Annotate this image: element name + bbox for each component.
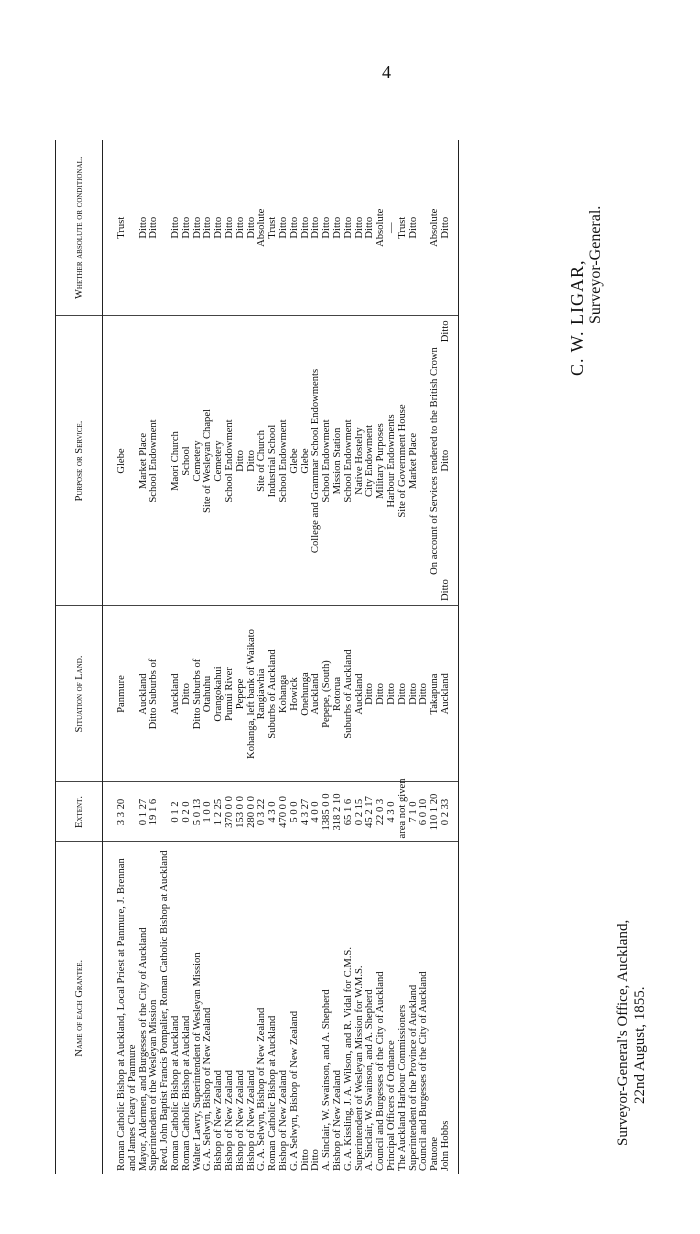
cell-name: Superintendent of the Province of Auckland [407, 984, 419, 1171]
cell-condition: Trust [398, 140, 409, 316]
cell-situation: Ditto [387, 606, 398, 782]
table-row [214, 140, 225, 1174]
cell-extent: 7 1 0 [409, 782, 420, 842]
cell-purpose: School Endowment [322, 316, 333, 606]
cell-purpose: Cemetery [214, 316, 225, 606]
cell-purpose: Glebe [290, 316, 301, 606]
cell-condition: Ditto [193, 140, 204, 316]
cell-extent: 4 3 0 [387, 782, 398, 842]
cell-situation: Pepepe [236, 606, 247, 782]
cell-condition: Ditto [203, 140, 214, 316]
cell-extent: 4 3 0 [268, 782, 279, 842]
cell-name: Bishop of New Zealand [234, 1070, 246, 1171]
cell-purpose: Maori Church [171, 316, 182, 606]
cell-purpose: Military Purposes [376, 316, 387, 606]
cell-purpose [441, 317, 459, 607]
cell-situation: Ditto [409, 606, 420, 782]
cell-name: Roman Catholic Bishop at Auckland [169, 1015, 181, 1171]
cell-situation: Suburbs of Auckland [344, 606, 355, 782]
cell-situation: Auckland [355, 606, 366, 782]
table-row [301, 140, 312, 1174]
table-row [290, 140, 301, 1174]
cell-name: Principal Officers of Ordnance [385, 1040, 397, 1171]
cell-extent: 1 2 25 [214, 782, 225, 842]
cell-extent: 1 0 0 [203, 782, 214, 842]
cell-condition: — [387, 140, 398, 316]
cell-name: Council and Burgesses of the City of Auckland [418, 971, 430, 1171]
cell-purpose: School Endowment [344, 316, 355, 606]
cell-situation: Ditto [182, 606, 193, 782]
cell-name: Bishop of New Zealand [245, 1070, 257, 1171]
cell-purpose: Ditto [247, 316, 258, 606]
cell-purpose: Cemetery [193, 316, 204, 606]
cell-purpose: Site of Government House [398, 316, 409, 606]
cell-condition: Absolute [257, 140, 268, 316]
cell-purpose: School Endowment [149, 316, 160, 606]
header-condition: Whether absolute or conditional. [56, 140, 103, 316]
cell-situation: Auckland [311, 606, 322, 782]
cell-situation: Takapuna [430, 606, 441, 782]
cell-extent: 4 0 0 [311, 782, 322, 842]
cell-condition: Absolute [430, 140, 441, 316]
cell-extent: 45 2 17 [365, 782, 376, 842]
cell-name: Bishop of New Zealand [213, 1070, 225, 1171]
header-situation: Situation of Land. [56, 606, 103, 782]
cell-extent: 0 3 22 [257, 782, 268, 842]
cell-purpose: Mission Station [333, 316, 344, 606]
cell-condition: Ditto [171, 140, 182, 316]
split-cell: Ditto [439, 449, 451, 472]
table-row [225, 140, 236, 1174]
table-row [103, 140, 139, 1174]
cell-situation: Pepepe, (South) [322, 606, 333, 782]
table-row [376, 140, 387, 1174]
cell-condition: Trust [103, 140, 139, 316]
cell-purpose: Market Place [139, 316, 150, 606]
cell-purpose: Native Hostelry [355, 316, 366, 606]
cell-extent: 318 2 10 [333, 782, 344, 842]
cell-name: Roman Catholic Bishop at Auckland [180, 1015, 192, 1171]
cell-purpose: School [182, 316, 193, 606]
cell-name: Council and Burgesses of the City of Auckland [375, 971, 387, 1171]
cell-purpose: Ditto [236, 316, 247, 606]
cell-extent: 5 0 0 [290, 782, 301, 842]
table-row [236, 140, 247, 1174]
cell-situation: Suburbs of Auckland [268, 606, 279, 782]
cell-purpose: Industrial School [268, 316, 279, 606]
split-cell: Ditto [439, 320, 451, 343]
cell-condition: Ditto [344, 140, 355, 316]
cell-situation: Onehunga [301, 606, 312, 782]
cell-name: John Hobbs [441, 842, 459, 1174]
table-row [344, 140, 355, 1174]
cell-situation: Orangokahui [214, 606, 225, 782]
table-row [322, 140, 333, 1174]
split-cell: Ditto [439, 579, 451, 601]
table-header-row [56, 140, 103, 1174]
header-name: Name of each Grantee. [56, 842, 103, 1174]
cell-name: Superintendent of Wesleyan Mission for W.M.S. [353, 965, 365, 1171]
cell-condition: Trust [268, 140, 279, 316]
cell-condition: Ditto [149, 140, 160, 316]
table-body [103, 140, 459, 1174]
cell-extent: 6 0 10 [419, 782, 430, 842]
cell-extent: 5 0 13 [193, 782, 204, 842]
cell-extent: 4 3 27 [301, 782, 312, 842]
cell-extent: 19 1 6 [149, 782, 160, 842]
cell-condition: Ditto [225, 140, 236, 316]
cell-name: Bishop of New Zealand [223, 1070, 235, 1171]
cell-extent: 370 0 0 [225, 782, 236, 842]
cell-name: Roman Catholic Bishop at Auckland [267, 1015, 279, 1171]
rotated-page [55, 40, 675, 1174]
cell-condition: Ditto [365, 140, 376, 316]
cell-name: Mayor, Aldermen, and Burgesses of the City of Auckland [137, 927, 149, 1171]
cell-situation: Rotorua [333, 606, 344, 782]
cell-condition: Ditto [355, 140, 366, 316]
cell-name: Roman Catholic Bishop at Auckland, Local Priest at Panmure, J. Brennan and James Cleary of Panmure [116, 858, 138, 1171]
cell-condition: Absolute [376, 140, 387, 316]
cell-condition: Ditto [247, 140, 258, 316]
cell-situation: Auckland [441, 606, 459, 782]
cell-situation: Otahuhu [203, 606, 214, 782]
cell-extent: 280 0 0 [247, 782, 258, 842]
cell-extent: 0 1 27 [139, 782, 150, 842]
table-row [182, 140, 193, 1174]
cell-condition: Ditto [236, 140, 247, 316]
cell-situation: Ditto [419, 606, 430, 782]
cell-extent: 22 0 3 [376, 782, 387, 842]
cell-name: G. A. Kissling, J. A. Wilson, and R. Vidal for C.M.S. [342, 947, 354, 1171]
office-line: Surveyor-General's Office, Auckland, [615, 919, 631, 1146]
cell-extent: 3 3 20 [103, 782, 139, 842]
cell-purpose: School Endowment [225, 316, 236, 606]
cell-condition: Ditto [301, 140, 312, 316]
cell-purpose: City Endowment [365, 316, 376, 606]
cell-condition: Ditto [290, 140, 301, 316]
cell-name: G. A. Selwyn, Bishop of New Zealand [202, 1007, 214, 1171]
page-number: 4 [382, 62, 391, 82]
cell-purpose: Harbour Endowments [387, 316, 398, 606]
cell-condition: Ditto [182, 140, 193, 316]
table-row [441, 140, 459, 1174]
cell-condition: Ditto [279, 140, 290, 316]
cell-condition: Ditto [311, 140, 322, 316]
signatory-title: Surveyor-General. [587, 205, 604, 324]
cell-name: Bishop of New Zealand [277, 1070, 289, 1171]
cell-situation: Pumui River [225, 606, 236, 782]
cell-purpose: College and Grammar School Endowments [311, 316, 322, 606]
table-row [430, 140, 441, 1174]
cell-name: Patuone [429, 1136, 441, 1171]
cell-condition: Ditto [322, 140, 333, 316]
cell-situation: Ditto Suburbs of [149, 606, 160, 782]
cell-purpose: Glebe [301, 316, 312, 606]
cell-situation: Auckland [139, 606, 150, 782]
cell-name: Revd. John Baptist Francis Pompalier, Roman Catholic Bishop at Auckland [159, 850, 171, 1171]
cell-extent: area not given [398, 782, 409, 842]
cell-extent: 0 2 33 [441, 782, 459, 842]
table-row [203, 140, 214, 1174]
cell-situation: Ditto [376, 606, 387, 782]
cell-situation: Auckland [171, 606, 182, 782]
cell-extent: 0 2 0 [182, 782, 193, 842]
cell-name: Ditto [310, 1149, 322, 1171]
cell-situation: Ditto Suburbs of [193, 606, 204, 782]
cell-condition: Ditto [409, 140, 420, 316]
cell-extent: 470 0 0 [279, 782, 290, 842]
header-extent: Extent. [56, 782, 103, 842]
cell-situation: Ditto [398, 606, 409, 782]
cell-name: G. A. Selwyn, Bishop of New Zealand [256, 1007, 268, 1171]
header-purpose: Purpose or Service. [56, 316, 103, 606]
cell-extent: 153 0 0 [236, 782, 247, 842]
grants-table [55, 140, 459, 1174]
cell-name: Bishop of New Zealand [331, 1070, 343, 1171]
date-line: 22nd August, 1855. [632, 986, 648, 1104]
cell-purpose: Glebe [103, 316, 139, 606]
cell-name: Ditto [299, 1149, 311, 1171]
cell-extent: 0 2 15 [355, 782, 366, 842]
cell-name: The Auckland Harbour Commissioners [396, 1004, 408, 1171]
table-row [398, 140, 409, 1174]
cell-purpose: School Endowment [279, 316, 290, 606]
cell-purpose: Site of Church [257, 316, 268, 606]
cell-extent: 110 1 20 [430, 782, 441, 842]
cell-situation: Rangiawhia [257, 606, 268, 782]
table-row [419, 140, 430, 1174]
cell-name: Superintendent of the Wesleyan Mission [148, 999, 160, 1171]
cell-purpose: Market Place [409, 316, 420, 606]
signatory-name: C. W. LIGAR, [567, 259, 587, 376]
cell-condition: Ditto [214, 140, 225, 316]
cell-purpose: Site of Wesleyan Chapel [203, 316, 214, 606]
cell-name: A. Sinclair, W. Swainson, and A. Shepherd [364, 989, 376, 1171]
cell-situation: Ditto [365, 606, 376, 782]
cell-purpose: On account of Services rendered to the British Crown [430, 316, 441, 606]
cell-situation: Kohanga, left bank of Waikato [247, 606, 258, 782]
cell-name: A. Sinclair, W. Swainson, and A. Shepherd [321, 989, 333, 1171]
cell-condition: Ditto [139, 140, 150, 316]
cell-condition: Ditto [441, 140, 459, 316]
cell-extent: 0 1 2 [171, 782, 182, 842]
cell-extent: 65 1 6 [344, 782, 355, 842]
cell-condition: Ditto [333, 140, 344, 316]
cell-name: G. A Selwyn, Bishop of New Zealand [288, 1010, 300, 1171]
cell-situation: Kohanga [279, 606, 290, 782]
cell-situation: Panmure [103, 606, 139, 782]
table-row [268, 140, 279, 1174]
cell-extent: 1385 0 0 [322, 782, 333, 842]
cell-situation: Howick [290, 606, 301, 782]
cell-name: Walter Lawry, Superintendent of Wesleyan Mission [191, 952, 203, 1171]
